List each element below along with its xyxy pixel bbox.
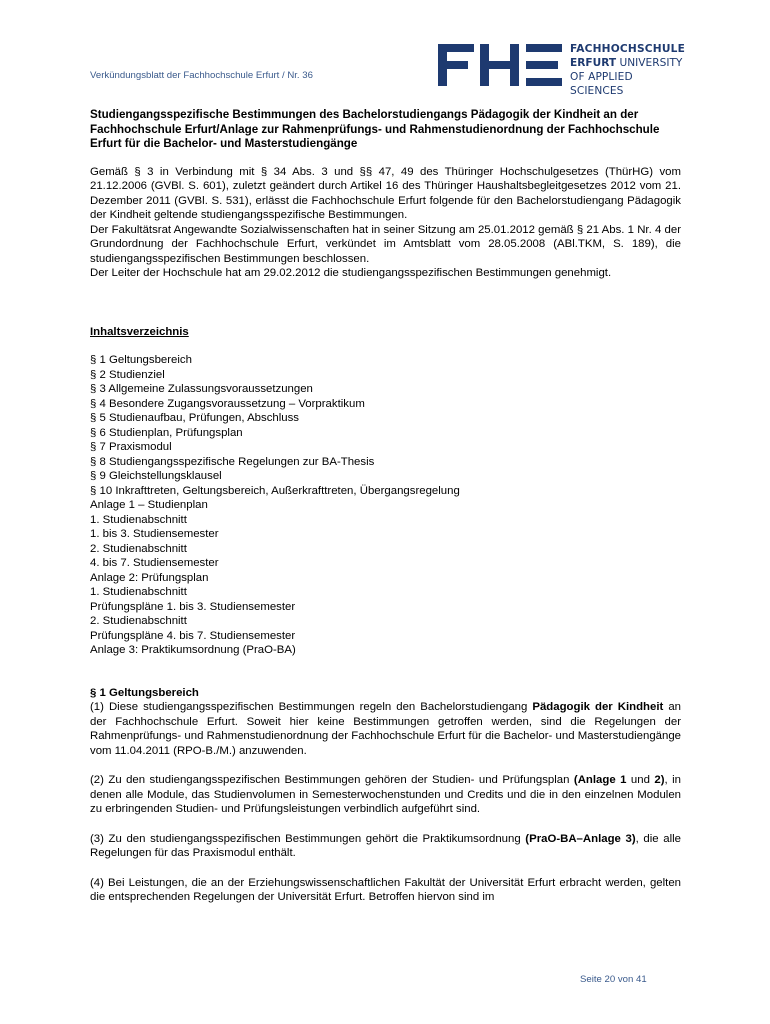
- document-body: [90, 108, 681, 920]
- toc-item: Prüfungspläne 1. bis 3. Studiensemester: [90, 600, 296, 613]
- toc-item: 2. Studienabschnitt: [90, 615, 187, 627]
- toc-item: § 3 Allgemeine Zulassungsvoraussetzungen: [90, 383, 313, 395]
- toc-item: § 1 Geltungsbereich: [90, 354, 192, 366]
- toc-item: § 5 Studienaufbau, Prüfungen, Abschluss: [90, 412, 299, 424]
- toc-item: § 4 Besondere Zugangsvoraussetzung – Vorpraktikum: [90, 397, 365, 410]
- text-run: , in denen alle Module, das Studienvolumen in Semesterwochenstunden und Credits und die in den einzelnen Modulen zu erbringenden Studien- und Prüfungsleistungen verbindlich aufgeführt sind.: [90, 774, 681, 815]
- section-1-paragraph-2: [90, 773, 681, 817]
- text-run: (3) Zu den studiengangsspezifischen Bestimmungen gehört die Praktikumsordnung: [90, 832, 526, 845]
- toc-item: § 8 Studiengangsspezifische Regelungen zur BA-Thesis: [90, 455, 375, 468]
- bold-run: (PraO-BA–Anlage 3): [525, 832, 636, 845]
- toc-item: 1. bis 3. Studiensemester: [90, 528, 219, 540]
- logo-wordmark: [570, 42, 685, 98]
- preamble-paragraph: Der Leiter der Hochschule hat am 29.02.2012 die studiengangsspezifischen Bestimmungen genehmigt.: [90, 267, 612, 279]
- toc-heading: Inhaltsverzeichnis: [90, 325, 189, 338]
- bold-run: 2): [654, 774, 665, 786]
- toc-item: 1. Studienabschnitt: [90, 586, 187, 598]
- toc-item: 2. Studienabschnitt: [90, 542, 187, 555]
- logo-line-3: OF APPLIED SCIENCES: [570, 71, 633, 97]
- preamble-paragraph: Gemäß § 3 in Verbindung mit § 34 Abs. 3 und §§ 47, 49 des Thüringer Hochschulgesetzes (ThürHG) vom 21.12.2006 (GVBl. S. 601), zuletzt geändert durch Artikel 16 des Thüringer Haushaltsbegleitgesetzes 2012 vom 21. Dezember 2011 (GVBl. S. 531), erlässt die Fachhochschule Erfurt folgende für den Bachelorstudiengang Pädagogik der Kindheit geltende studiengangsspezifische Bestimmungen.: [90, 165, 681, 221]
- text-run: (1) Diese studiengangsspezifischen Bestimmungen regeln den Bachelorstudiengang: [90, 701, 533, 713]
- toc-item: Anlage 1 – Studienplan: [90, 499, 208, 511]
- logo-line-1: FACHHOCHSCHULE: [570, 43, 686, 55]
- logo-line-2-bold: ERFURT: [570, 57, 617, 69]
- toc-item: Prüfungspläne 4. bis 7. Studiensemester: [90, 629, 296, 642]
- document-title: Studiengangsspezifische Bestimmungen des Bachelorstudiengangs Pädagogik der Kindheit an der Fachhochschule Erfurt/Anlage zur Rahmenprüfungs- und Rahmenstudienordnung der Fachhochschule Erfurt für die Bachelor- und Masterstudiengänge: [90, 108, 660, 150]
- fhe-logo-mark-icon: [438, 44, 562, 86]
- text-run: an der Fachhochschule Erfurt. Soweit hier keine Bestimmungen getroffen werden, sind die Regelungen der Rahmenprüfungs- und Rahmenstudienordnung der Fachhochschule Erfurt für die Bachelor- und Masterstudiengänge vom 11.04.2011 (RPO-B./M.) anzuwenden.: [90, 701, 681, 757]
- toc-item: 4. bis 7. Studiensemester: [90, 557, 219, 569]
- toc-item: § 10 Inkrafttreten, Geltungsbereich, Außerkrafttreten, Übergangsregelung: [90, 484, 460, 497]
- logo-line-2: [570, 56, 685, 70]
- toc-item: Anlage 3: Praktikumsordnung (PraO-BA): [90, 644, 296, 656]
- section-1-paragraph-3: [90, 832, 681, 861]
- toc-item: Anlage 2: Prüfungsplan: [90, 571, 209, 584]
- text-run: (2) Zu den studiengangsspezifischen Bestimmungen gehören der Studien- und Prüfungsplan: [90, 774, 574, 786]
- running-header: Verkündungsblatt der Fachhochschule Erfurt / Nr. 36: [90, 70, 313, 81]
- toc-item: § 6 Studienplan, Prüfungsplan: [90, 426, 243, 439]
- section-1-paragraph-4: (4) Bei Leistungen, die an der Erziehungswissenschaftlichen Fakultät der Universität Erfurt erbracht werden, gelten die entsprechenden Regelungen der Universität Erfurt. Betroffen hiervon sind im: [90, 876, 681, 903]
- text-run: und: [626, 774, 655, 786]
- toc-item: 1. Studienabschnitt: [90, 513, 187, 526]
- toc-item: § 7 Praxismodul: [90, 441, 172, 453]
- section-1-paragraph-1: [90, 700, 681, 758]
- bold-run: Pädagogik der Kindheit: [532, 701, 664, 713]
- page-number: Seite 20 von 41: [580, 974, 647, 985]
- text-run: , die alle Regelungen für das Praxismodul enthält.: [90, 832, 681, 859]
- bold-run: (Anlage 1: [573, 774, 627, 786]
- toc-item: § 9 Gleichstellungsklausel: [90, 470, 222, 482]
- section-1-heading: § 1 Geltungsbereich: [90, 686, 199, 699]
- toc-item: § 2 Studienziel: [90, 368, 165, 381]
- preamble-paragraph: Der Fakultätsrat Angewandte Sozialwissenschaften hat in seiner Sitzung am 25.01.2012 gemäß § 21 Abs. 1 Nr. 4 der Grundordnung der Fachhochschule Erfurt, verkündet im Amtsblatt vom 28.05.2008 (ABl.TKM, S. 189), die studiengangsspezifischen Bestimmungen beschlossen.: [90, 223, 681, 265]
- table-of-contents: [90, 353, 681, 658]
- fhe-logo: [438, 42, 686, 97]
- preamble: [90, 165, 681, 281]
- logo-line-2-rest: UNIVERSITY: [616, 57, 683, 69]
